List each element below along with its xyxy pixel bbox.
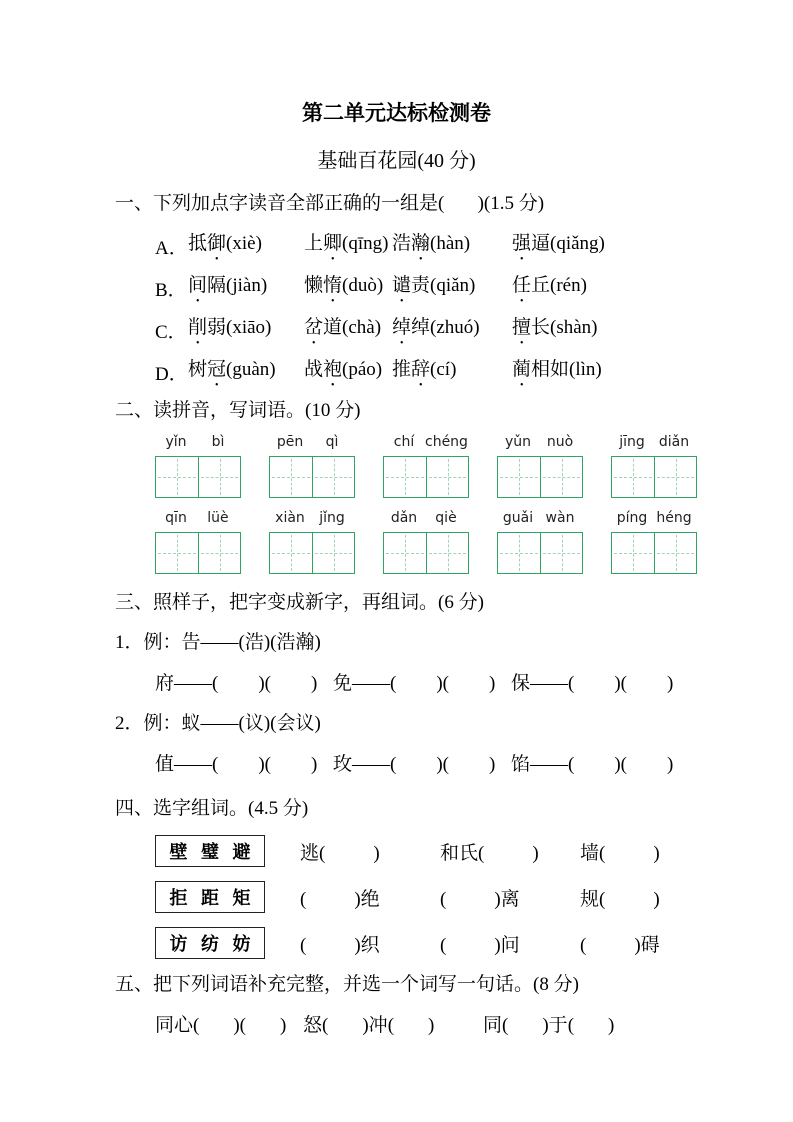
q4-fill-item <box>580 838 720 865</box>
fill-segment: ( ) <box>478 843 539 864</box>
q5-fill-item <box>303 1012 483 1039</box>
dotted-character: 卿 <box>323 232 343 254</box>
q1-word-item <box>392 228 512 265</box>
pinyin-syllable: qiè <box>435 510 457 526</box>
q5-stem: 五、把下列词语补充完整，并选一个词写一句话。(8 分) <box>115 974 579 995</box>
pinyin-word-group <box>497 434 583 498</box>
pinyin-word-row <box>155 510 793 574</box>
word-text: 上 <box>304 232 324 254</box>
fill-segment: 绝 <box>360 888 380 910</box>
fill-segment: 府—— <box>155 673 213 694</box>
q4-fill-item <box>300 930 440 957</box>
q3-fill-item <box>155 670 333 697</box>
fill-segment: ( ) <box>599 889 660 910</box>
fill-segment: 规 <box>580 888 600 910</box>
pinyin-syllable: chí <box>393 434 415 450</box>
dotted-character: 袍 <box>323 358 343 380</box>
dotted-character: 辞 <box>411 358 431 380</box>
writing-cells <box>383 532 469 574</box>
fill-segment: ( ) <box>212 673 265 694</box>
q1-word-item <box>512 228 793 265</box>
pinyin-word-group <box>269 510 355 574</box>
answer-blank <box>574 1012 608 1031</box>
dotted-character: 任 <box>512 274 532 296</box>
fill-segment: 保—— <box>511 673 569 694</box>
pinyin-syllable: nuò <box>546 434 574 450</box>
pinyin-word-group <box>269 434 355 498</box>
fill-segment: ( ) <box>319 843 380 864</box>
dotted-character: 岔 <box>304 316 324 338</box>
writing-cells <box>497 456 583 498</box>
q3-fill-item <box>333 670 511 697</box>
fill-segment: 免—— <box>333 673 391 694</box>
dotted-character: 谴 <box>392 274 412 296</box>
q4-fill-item <box>580 884 720 911</box>
pinyin-label <box>269 434 355 456</box>
word-pinyin: 长(shàn) <box>531 316 598 338</box>
fill-segment: ( ) <box>568 754 621 775</box>
character-bank <box>155 927 265 959</box>
fill-segment: ( ) <box>265 673 318 694</box>
q4-stem: 四、选字组词。(4.5 分) <box>115 798 309 819</box>
fill-segment: 冲 <box>368 1015 388 1036</box>
pinyin-word-group <box>383 434 469 498</box>
bank-character: 璧 <box>201 842 219 862</box>
dotted-character: 瀚 <box>411 232 431 254</box>
q4-row <box>155 880 793 914</box>
dotted-character: 御 <box>207 232 227 254</box>
writing-cells <box>497 532 583 574</box>
q3-fill-item <box>511 751 689 778</box>
word-pinyin: (páo) <box>342 358 383 380</box>
answer-blank <box>605 886 653 905</box>
answer-blank <box>508 1012 542 1031</box>
q1-word-item <box>512 354 793 391</box>
fill-segment: 和氏 <box>440 842 479 864</box>
writing-cells <box>269 532 355 574</box>
fill-segment: ( ) <box>440 889 501 910</box>
answer-blank <box>325 840 373 859</box>
answer-blank <box>271 751 311 770</box>
q4-fill-item <box>440 884 580 911</box>
q1-word-item <box>304 354 392 391</box>
q3-fill-item <box>333 751 511 778</box>
q1-option-label: C． <box>155 321 187 343</box>
word-text: 懒 <box>304 274 324 296</box>
fill-segment: 墙 <box>580 842 600 864</box>
writing-cells <box>155 456 241 498</box>
writing-cell <box>312 533 354 573</box>
pinyin-word-group <box>155 510 241 574</box>
fill-segment: 织 <box>360 934 380 956</box>
q1-word-item <box>188 228 304 265</box>
writing-cell <box>498 533 540 573</box>
word-pinyin: (hàn) <box>430 232 471 254</box>
bank-character: 矩 <box>232 888 251 908</box>
bank-character: 拒 <box>169 888 188 908</box>
fill-segment: 怒 <box>303 1015 323 1036</box>
fill-segment: ( ) <box>621 754 674 775</box>
fill-segment: ( ) <box>568 1015 615 1036</box>
pinyin-syllable: lüè <box>207 510 229 526</box>
fill-segment: ( ) <box>240 1015 287 1036</box>
word-text: 战 <box>304 358 324 380</box>
pinyin-word-group <box>611 434 697 498</box>
q3-fill-line <box>155 670 793 697</box>
pinyin-syllable: píng <box>616 510 648 526</box>
q2-pinyin-grid <box>155 434 793 574</box>
q1-option-row <box>155 351 793 393</box>
q4-fill-item <box>440 930 580 957</box>
fill-segment: ( ) <box>390 754 443 775</box>
word-pinyin: (cí) <box>430 358 457 380</box>
q1-word-item <box>512 270 793 307</box>
pinyin-word-group <box>155 434 241 498</box>
q1-word-item <box>188 354 304 391</box>
q1-word-item <box>304 312 392 349</box>
writing-cells <box>155 532 241 574</box>
q3-example: 2．例：蚁——(议)(会议) <box>115 713 321 734</box>
pinyin-syllable: guǎi <box>502 510 534 526</box>
writing-cell <box>426 457 468 497</box>
pinyin-syllable: qì <box>325 434 339 450</box>
pinyin-label <box>497 434 583 456</box>
answer-blank <box>246 1012 280 1031</box>
dotted-character: 削 <box>188 316 208 338</box>
fill-segment: 问 <box>500 934 520 956</box>
pinyin-label <box>497 510 583 532</box>
fill-segment: ( ) <box>568 673 621 694</box>
pinyin-syllable: xiàn <box>275 510 305 526</box>
q1-word-item <box>392 354 512 391</box>
q3-body <box>0 630 793 778</box>
pinyin-word-group <box>611 510 697 574</box>
pinyin-label <box>383 434 469 456</box>
fill-segment: ( ) <box>621 673 674 694</box>
q1-word-item <box>304 270 392 307</box>
pinyin-word-group <box>383 510 469 574</box>
answer-blank <box>306 932 354 951</box>
writing-cell <box>198 533 240 573</box>
answer-blank <box>396 670 436 689</box>
q4-fill-item <box>580 930 720 957</box>
fill-segment: ( ) <box>502 1015 549 1036</box>
paper-title: 第二单元达标检测卷 <box>302 102 491 125</box>
q3-example: 1．例：告——(浩)(浩瀚) <box>115 632 321 653</box>
fill-segment: ( ) <box>443 754 496 775</box>
writing-cell <box>270 533 312 573</box>
answer-blank <box>586 932 634 951</box>
q4-body <box>155 834 793 960</box>
fill-segment: ( ) <box>265 754 318 775</box>
pinyin-syllable: dǎn <box>390 510 418 526</box>
pinyin-syllable: yǔn <box>504 434 532 450</box>
pinyin-label <box>155 434 241 456</box>
writing-cells <box>383 456 469 498</box>
dotted-character: 间 <box>188 274 208 296</box>
bank-character: 距 <box>201 888 219 908</box>
fill-segment: 逃 <box>300 842 320 864</box>
q1-option-row <box>155 225 793 267</box>
bank-character: 避 <box>232 842 251 862</box>
answer-blank <box>396 751 436 770</box>
pinyin-label <box>611 510 697 532</box>
pinyin-word-group <box>497 510 583 574</box>
answer-blank <box>328 1012 362 1031</box>
dotted-character: 绰 <box>392 316 412 338</box>
answer-blank <box>574 751 614 770</box>
bank-character: 纺 <box>201 934 219 954</box>
fill-segment: ( ) <box>300 935 361 956</box>
answer-blank <box>306 886 354 905</box>
q4-fill-item <box>300 884 440 911</box>
character-bank <box>155 881 265 913</box>
answer-blank <box>271 670 311 689</box>
dotted-character: 惰 <box>323 274 343 296</box>
answer-blank <box>574 670 614 689</box>
fill-segment: ( ) <box>212 754 265 775</box>
writing-cell <box>498 457 540 497</box>
writing-cell <box>384 457 426 497</box>
answer-blank <box>446 886 494 905</box>
word-pinyin: 绰(zhuó) <box>411 316 480 338</box>
q4-row <box>155 834 793 868</box>
q1-option-label: A． <box>155 237 188 259</box>
pinyin-syllable: jīng <box>619 434 645 450</box>
answer-blank <box>605 840 653 859</box>
word-text: 浩 <box>392 232 412 254</box>
fill-segment: 馅—— <box>511 754 569 775</box>
writing-cell <box>654 457 696 497</box>
pinyin-syllable: yǐn <box>165 434 187 450</box>
writing-cells <box>611 456 697 498</box>
q1-option-label: B． <box>155 279 187 301</box>
q1-option-label: D． <box>155 363 188 385</box>
writing-cells <box>611 532 697 574</box>
writing-cell <box>426 533 468 573</box>
writing-cell <box>270 457 312 497</box>
q2-stem: 二、读拼音，写词语。(10 分) <box>115 400 361 421</box>
pinyin-syllable: diǎn <box>658 434 690 450</box>
q1-stem: 一、下列加点字读音全部正确的一组是( )(1.5 分) <box>115 193 545 214</box>
q1-options <box>155 225 793 393</box>
word-text: 抵 <box>188 232 208 254</box>
fill-segment: 离 <box>500 888 520 910</box>
word-pinyin: 弱(xiāo) <box>207 316 272 338</box>
answer-blank <box>449 670 489 689</box>
fill-segment: ( ) <box>440 935 501 956</box>
fill-segment: 于 <box>548 1015 568 1036</box>
q4-fill-item <box>300 838 440 865</box>
answer-blank <box>446 932 494 951</box>
word-pinyin: 逼(qiǎng) <box>531 232 605 254</box>
fill-segment: ( ) <box>390 673 443 694</box>
answer-blank <box>199 1012 233 1031</box>
pinyin-syllable: wàn <box>545 510 575 526</box>
q5-fill-item <box>483 1012 614 1039</box>
word-pinyin: 相如(lìn) <box>531 358 602 380</box>
bank-character: 访 <box>169 934 188 954</box>
q1-option-row <box>155 309 793 351</box>
fill-segment: ( ) <box>580 935 641 956</box>
dotted-character: 冠 <box>207 358 227 380</box>
answer-blank <box>218 751 258 770</box>
q3-stem: 三、照样子，把字变成新字，再组词。(6 分) <box>115 592 484 613</box>
fill-segment: 同 <box>483 1015 503 1036</box>
writing-cell <box>312 457 354 497</box>
answer-blank <box>627 751 667 770</box>
writing-cell <box>612 457 654 497</box>
word-pinyin: 责(qiǎn) <box>411 274 476 296</box>
q3-fill-item <box>511 670 689 697</box>
q3-fill-line <box>155 751 793 778</box>
answer-blank <box>218 670 258 689</box>
bank-character: 妨 <box>232 934 251 954</box>
character-bank <box>155 835 265 867</box>
pinyin-syllable: jǐng <box>319 510 345 526</box>
word-pinyin: 道(chà) <box>323 316 382 338</box>
writing-cell <box>654 533 696 573</box>
fill-segment: ( ) <box>599 843 660 864</box>
writing-cell <box>384 533 426 573</box>
fill-segment: ( ) <box>322 1015 369 1036</box>
writing-cell <box>156 533 198 573</box>
q4-fill-item <box>440 838 580 865</box>
dotted-character: 强 <box>512 232 532 254</box>
fill-segment: 碍 <box>640 934 660 956</box>
bank-character: 壁 <box>169 842 188 862</box>
fill-segment: ( ) <box>300 889 361 910</box>
q5-fill-item <box>155 1012 303 1039</box>
answer-blank <box>449 751 489 770</box>
fill-segment: ( ) <box>388 1015 435 1036</box>
writing-cells <box>269 456 355 498</box>
q3-fill-item <box>155 751 333 778</box>
word-pinyin: (xiè) <box>226 232 262 254</box>
word-pinyin: (qīng) <box>342 232 389 254</box>
q1-word-item <box>512 312 793 349</box>
q1-word-item <box>392 312 512 349</box>
q1-option-row <box>155 267 793 309</box>
pinyin-syllable: héng <box>656 510 692 526</box>
writing-cell <box>540 457 582 497</box>
word-pinyin: 丘(rén) <box>531 274 587 296</box>
dotted-character: 擅 <box>512 316 532 338</box>
pinyin-syllable: chéng <box>425 434 468 450</box>
pinyin-syllable: qīn <box>165 510 187 526</box>
pinyin-syllable: bì <box>211 434 225 450</box>
pinyin-label <box>155 510 241 532</box>
q1-word-item <box>188 270 304 307</box>
section-subtitle: 基础百花园(40 分) <box>317 150 476 172</box>
pinyin-label <box>269 510 355 532</box>
fill-segment: 玫—— <box>333 754 391 775</box>
answer-blank <box>484 840 532 859</box>
writing-cell <box>198 457 240 497</box>
fill-segment: 值—— <box>155 754 213 775</box>
dotted-character: 蔺 <box>512 358 532 380</box>
word-text: 推 <box>392 358 412 380</box>
word-pinyin: (duò) <box>342 274 384 296</box>
writing-cell <box>612 533 654 573</box>
pinyin-word-row <box>155 434 793 498</box>
pinyin-label <box>383 510 469 532</box>
q1-word-item <box>304 228 392 265</box>
q5-fill-line <box>155 1012 793 1039</box>
answer-blank <box>627 670 667 689</box>
q1-word-item <box>392 270 512 307</box>
fill-segment: 同心 <box>155 1015 194 1036</box>
pinyin-label <box>611 434 697 456</box>
pinyin-syllable: pēn <box>276 434 304 450</box>
q1-word-item <box>188 312 304 349</box>
word-pinyin: 隔(jiàn) <box>207 274 268 296</box>
fill-segment: ( ) <box>193 1015 240 1036</box>
writing-cell <box>540 533 582 573</box>
word-text: 树 <box>188 358 208 380</box>
word-pinyin: (guàn) <box>226 358 276 380</box>
writing-cell <box>156 457 198 497</box>
answer-blank <box>394 1012 428 1031</box>
fill-segment: ( ) <box>443 673 496 694</box>
q4-row <box>155 926 793 960</box>
